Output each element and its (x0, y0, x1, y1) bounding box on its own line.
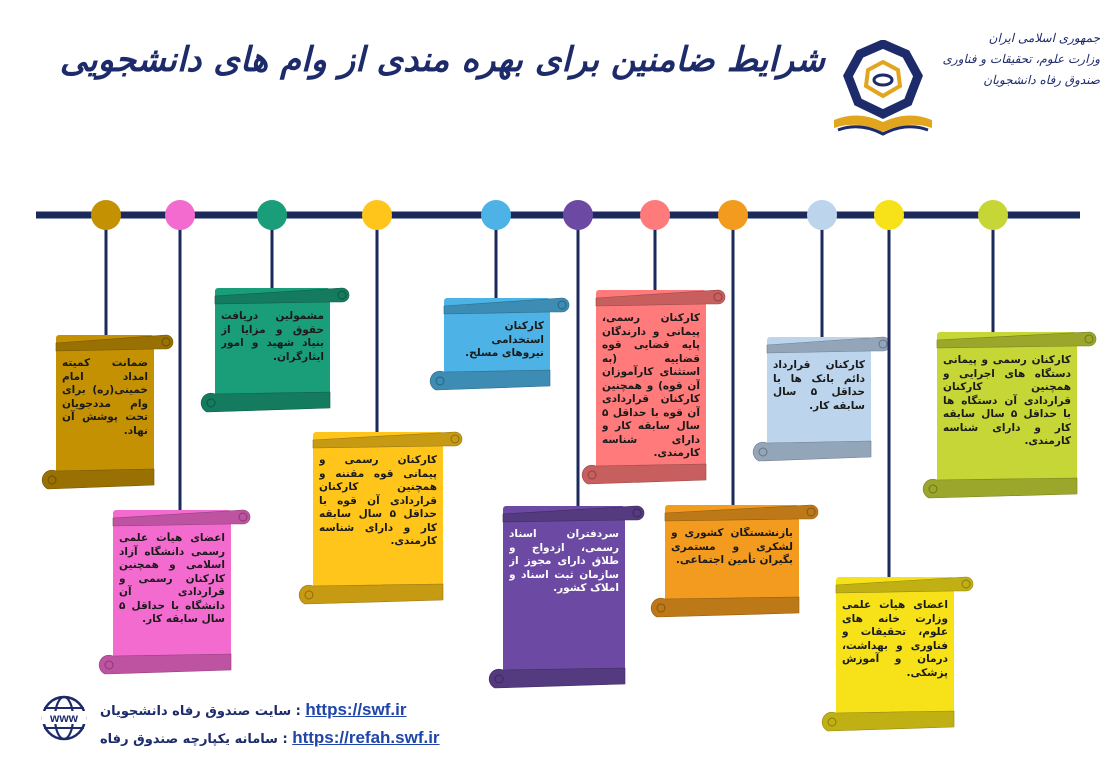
condition-text: کارکنان رسمی و پیمانی دستگاه های اجرایی و همچنین کارکنان قراردادی آن دستگاه ها با حداقل ۵ سال سابقه کار و دارای شناسه کارمندی. (943, 354, 1071, 447)
condition-text: کارکنان استخدامی نیروهای مسلح. (465, 320, 544, 359)
timeline-node (362, 200, 392, 230)
timeline-node (718, 200, 748, 230)
org-line-2: وزارت علوم، تحقیقات و فناوری (942, 52, 1100, 66)
footer-site-label: : سایت صندوق رفاه دانشجویان (100, 704, 301, 719)
timeline-node (640, 200, 670, 230)
globe-text: www (49, 711, 79, 725)
condition-text: اعضای هیأت علمی وزارت خانه های علوم، تحقیقات و فناوری و بهداشت، درمان و آموزش پزشکی. (842, 599, 948, 679)
condition-text: بازنشستگان کشوری و لشکری و مستمری بگیران تأمین اجتماعی. (671, 527, 793, 566)
footer-site (100, 700, 406, 720)
timeline-node (481, 200, 511, 230)
org-line-1: جمهوری اسلامی ایران (988, 31, 1100, 45)
condition-text: سردفتران اسناد رسمی، ازدواج و طلاق دارای مجوز از سازمان ثبت اسناد و املاک کشور. (509, 528, 619, 594)
condition-text: کارکنان رسمی و پیمانی قوه مقننه و همچنین کارکنان قراردادی آن قوه با حداقل ۵ سال سابقه کار و دارای شناسه کارمندی. (319, 454, 437, 547)
condition-text: کارکنان قرارداد دائم بانک ها با حداقل ۵ سال سابقه کار. (773, 359, 865, 412)
condition-text: مشمولین دریافت حقوق و مزایا از بنیاد شهید و امور ایثارگران. (221, 310, 324, 363)
timeline-node (257, 200, 287, 230)
timeline-node (165, 200, 195, 230)
timeline-node (874, 200, 904, 230)
footer-portal (100, 728, 440, 748)
timeline-node (978, 200, 1008, 230)
timeline-node (563, 200, 593, 230)
condition-text: ضمانت کمیته امداد امام خمینی(ره) برای وام مددجویان تحت پوشش آن نهاد. (62, 357, 148, 437)
org-line-3: صندوق رفاه دانشجویان (983, 73, 1100, 87)
condition-text: کارکنان رسمی، پیمانی و دارندگان پایه قضایی قوه قضاییه (به استثنای کارآموزان آن قوه) و همچنین کارکنان قراردادی آن قوه با حداقل ۵ سال سابقه کار و دارای شناسه کارمندی. (602, 312, 700, 459)
globe-icon (40, 694, 88, 742)
timeline-node (807, 200, 837, 230)
timeline-node (91, 200, 121, 230)
page-title: شرایط ضامنین برای بهره مندی از وام های دانشجویی (59, 40, 825, 80)
condition-text: اعضای هیأت علمی رسمی دانشگاه آزاد اسلامی و همچنین کارکنان رسمی و قراردادی آن دانشگاه با حداقل ۵ سال سابقه کار. (119, 532, 225, 625)
site-link[interactable]: https://swf.ir (305, 700, 407, 719)
portal-link[interactable]: https://refah.swf.ir (292, 728, 440, 747)
footer-portal-label: : سامانه یکپارچه صندوق رفاه (100, 732, 288, 747)
